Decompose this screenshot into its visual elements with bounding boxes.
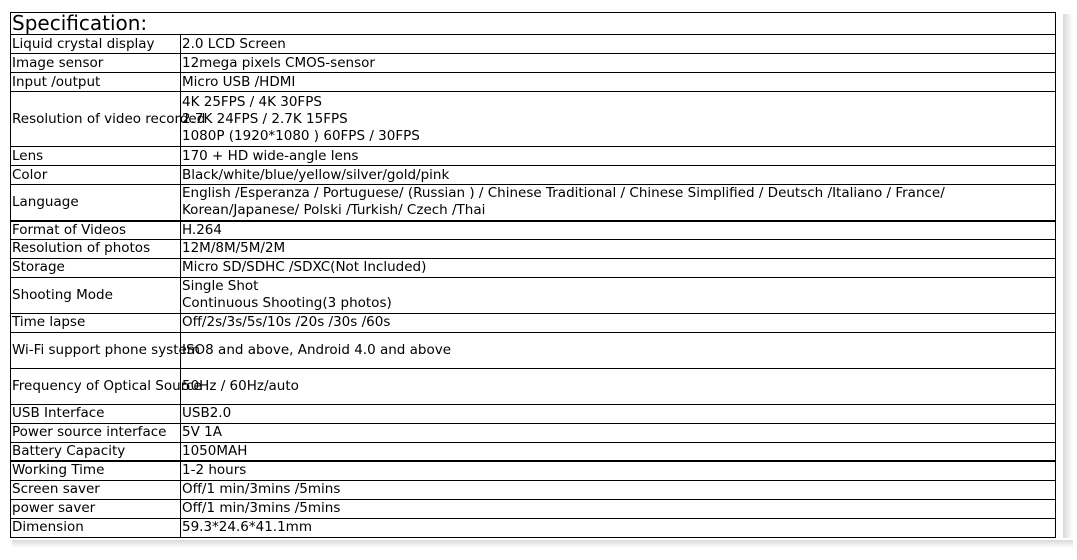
table-row [11, 313, 1056, 332]
table-shadow-right [1063, 14, 1073, 538]
spec-value-line: Black/white/blue/yellow/silver/gold/pink [182, 166, 450, 183]
spec-value-line: Micro USB /HDMI [182, 73, 296, 90]
table-row [11, 518, 1056, 537]
table-row [11, 499, 1056, 518]
table-row [11, 461, 1056, 480]
spec-label: Image sensor [11, 54, 181, 73]
spec-label: Screen saver [11, 480, 181, 499]
spec-label: Working Time [11, 461, 181, 480]
spec-value [181, 239, 1056, 258]
spec-value [181, 461, 1056, 480]
table-row [11, 166, 1056, 185]
table-row [11, 35, 1056, 54]
spec-value-line: 59.3*24.6*41.1mm [182, 519, 312, 535]
spec-value-line: 2.7K 24FPS / 2.7K 15FPS [182, 110, 348, 127]
spec-label: Storage [11, 258, 181, 277]
spec-value-line: 170 + HD wide-angle lens [182, 147, 359, 164]
spec-value [181, 480, 1056, 499]
spec-label: Time lapse [11, 313, 181, 332]
table-row [11, 92, 1056, 147]
spec-rows [11, 35, 1056, 538]
spec-value-line: English /Esperanza / Portuguese/ (Russian ) / Chinese Traditional / Chinese Simplified / Deutsch /Italiano / France/ [182, 185, 945, 202]
spec-value-line: H.264 [182, 221, 222, 238]
spec-label: Shooting Mode [11, 277, 181, 313]
spec-value [181, 313, 1056, 332]
spec-value-line: 2.0 LCD Screen [182, 35, 286, 52]
spec-value-line: Off/1 min/3mins /5mins [182, 500, 341, 516]
table-row [11, 480, 1056, 499]
spec-value-line: 12mega pixels CMOS-sensor [182, 54, 375, 71]
spec-value [181, 332, 1056, 368]
table-row [11, 277, 1056, 313]
table-row [11, 404, 1056, 423]
table-title: Specification: [11, 13, 1056, 35]
spec-value-line: 1050MAH [182, 442, 248, 459]
spec-label: Language [11, 185, 181, 221]
spec-value [181, 277, 1056, 313]
table-row [11, 332, 1056, 368]
spec-value-line: 12M/8M/5M/2M [182, 240, 286, 256]
table-row [11, 368, 1056, 404]
specification-table [10, 12, 1056, 538]
spec-value [181, 258, 1056, 277]
spec-label: Color [11, 166, 181, 185]
table-row [11, 73, 1056, 92]
table-row [11, 185, 1056, 221]
spec-value [181, 368, 1056, 404]
spec-label: Resolution of video recorded [11, 92, 181, 147]
spec-value [181, 92, 1056, 147]
spec-label: Lens [11, 147, 181, 166]
spec-value-line: Off/2s/3s/5s/10s /20s /30s /60s [182, 314, 391, 330]
spec-label: USB Interface [11, 404, 181, 423]
spec-value-line: Micro SD/SDHC /SDXC(Not Included) [182, 259, 427, 275]
table-row [11, 147, 1056, 166]
spec-value [181, 442, 1056, 461]
spec-value [181, 73, 1056, 92]
spec-label: Wi-Fi support phone system [11, 332, 181, 368]
table-shadow-bottom [12, 540, 1073, 548]
spec-value-line: Korean/Japanese/ Polski /Turkish/ Czech /Thai [182, 202, 486, 219]
spec-value-line: Continuous Shooting(3 photos) [182, 295, 392, 311]
spec-label: Power source interface [11, 423, 181, 442]
spec-value-line: ISO8 and above, Android 4.0 and above [182, 341, 452, 358]
spec-value [181, 404, 1056, 423]
spec-value-line: USB2.0 [182, 405, 232, 421]
spec-label: Liquid crystal display [11, 35, 181, 54]
spec-value-line: 4K 25FPS / 4K 30FPS [182, 93, 322, 110]
spec-value [181, 147, 1056, 166]
spec-value [181, 221, 1056, 240]
spec-value-line: 5V 1A [182, 424, 222, 440]
table-row [11, 442, 1056, 461]
spec-label: power saver [11, 499, 181, 518]
spec-value [181, 166, 1056, 185]
table-row [11, 221, 1056, 240]
spec-value-line: Single Shot [182, 278, 259, 294]
spec-label: Input /output [11, 73, 181, 92]
spec-label: Format of Videos [11, 221, 181, 240]
spec-value [181, 54, 1056, 73]
spec-label: Frequency of Optical Source [11, 368, 181, 404]
spec-label: Dimension [11, 518, 181, 537]
spec-label: Resolution of photos [11, 239, 181, 258]
spec-label: Battery Capacity [11, 442, 181, 461]
spec-value-line: 1-2 hours [182, 462, 247, 479]
table-row [11, 423, 1056, 442]
table-row [11, 239, 1056, 258]
spec-value-line: Off/1 min/3mins /5mins [182, 481, 341, 497]
spec-value [181, 423, 1056, 442]
table-row [11, 54, 1056, 73]
title-row [11, 13, 1056, 35]
spec-value [181, 185, 1056, 221]
spec-value [181, 35, 1056, 54]
spec-value-line: 1080P (1920*1080 ) 60FPS / 30FPS [182, 127, 420, 144]
table-row [11, 258, 1056, 277]
spec-value-line: 50Hz / 60Hz/auto [182, 377, 299, 394]
spec-value [181, 518, 1056, 537]
spec-value [181, 499, 1056, 518]
